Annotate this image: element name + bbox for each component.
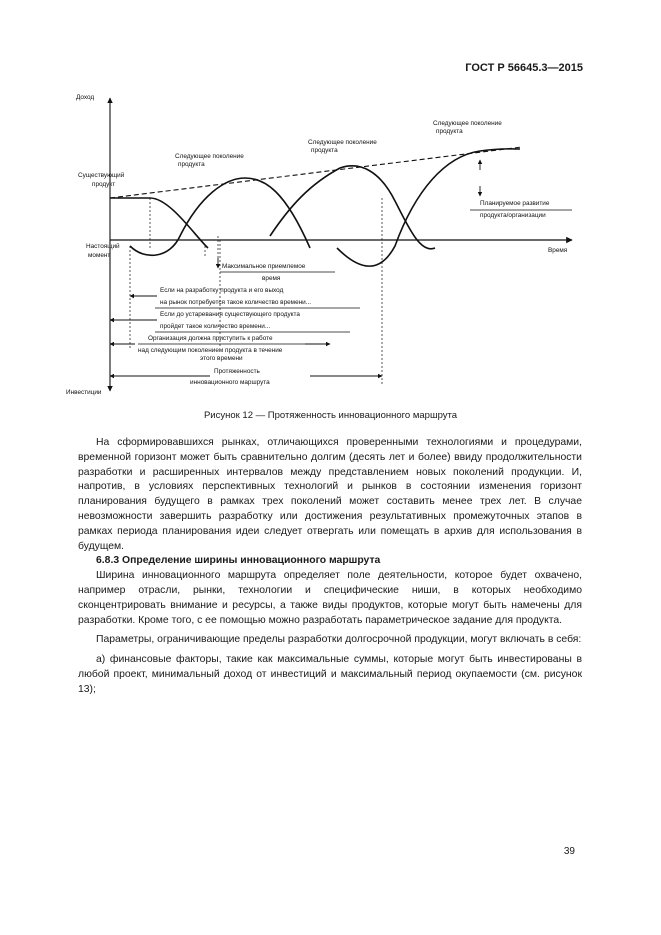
body-text [78, 436, 582, 698]
svg-text:продукта: продукта [436, 128, 463, 135]
list-item: а) финансовые факторы, такие как максимальные суммы, которые могут быть инвестированы в любой проект, минимальный доход от инвестиций и максимальный период окупаемости (см. рисунок 13); [78, 654, 582, 695]
svg-text:продукта/организации: продукта/организации [480, 212, 546, 219]
planned-growth-line [110, 147, 522, 198]
gen2-curve [270, 166, 435, 249]
svg-text:продукта: продукта [178, 161, 205, 168]
svg-text:продукт: продукт [92, 181, 116, 188]
svg-text:момент: момент [88, 252, 111, 259]
start-time-label: Организация должна приступить к работе [148, 335, 273, 342]
next-gen-1-label: Следующее поколение [175, 153, 244, 160]
svg-text:инновационного маршрута: инновационного маршрута [190, 379, 270, 386]
x-axis-label: Время [548, 247, 568, 254]
y-axis-top-label: Доход [76, 94, 95, 101]
existing-product-label: Существующий [78, 172, 125, 179]
next-gen-3-label: Следующее поколение [433, 120, 502, 127]
next-gen-2-label: Следующее поколение [308, 139, 377, 146]
planned-growth-label: Планируемое развитие [480, 200, 550, 207]
innovation-route-figure [60, 86, 600, 406]
svg-text:продукта: продукта [311, 147, 338, 154]
paragraph: На сформировавшихся рынках, отличающихся проверенными технологиями и процедурами, временной горизонт может быть сравнительно долгим (десять лет и более) ввиду продолжительности разработки и расширенных интервалов между представлением новых поколений продукции. И, напротив, в условиях перспективных технологий и рынков в состоянии изменения горизонт планирования будущего в рамках трех поколений может составить менее трех лет. В случае невозможности завершить разработку или достижения результативных промежуточных этапов в рамках периода планирования идеи следует отвергать или помещать в архив для использования в будущем. [78, 437, 582, 552]
svg-text:пройдет такое количество време: пройдет такое количество времени... [160, 323, 271, 330]
innovation-route-diagram [60, 86, 600, 401]
page-number: 39 [563, 846, 575, 857]
svg-text:этого времени: этого времени [200, 355, 243, 362]
paragraph: Параметры, ограничивающие пределы разработки долгосрочной продукции, могут включать в себя: [96, 634, 582, 646]
route-length-label: Протяженность [214, 368, 260, 375]
svg-text:на рынок потребуется такое кол: на рынок потребуется такое количество времени... [160, 299, 312, 306]
figure-caption: Рисунок 12 — Протяженность инновационного маршрута [203, 410, 458, 421]
svg-text:время: время [262, 275, 281, 282]
standard-number: ГОСТ Р 56645.3—2015 [465, 62, 583, 74]
section-heading: 6.8.3 Определение ширины инновационного маршрута [96, 555, 381, 567]
paragraph: Ширина инновационного маршрута определяет поле деятельности, которое будет охвачено, например отрасли, рынки, технологии и специфические ниши, в которых необходимо сконцентрировать внимание и ресурсы, а также виды продуктов, которые могут быть намечены для разработки. Кроме того, с ее помощью можно разработать параметрическое задание для продукта. [78, 570, 582, 626]
max-payback-label: Максимальное приемлемое [222, 263, 306, 270]
y-axis-bottom-label: Инвестиции [66, 389, 102, 396]
present-moment-label: Настоящий [86, 243, 120, 250]
obsolete-time-label: Если до устаревания существующего продукта [160, 311, 300, 318]
dev-time-label: Если на разработку продукта и его выход [160, 287, 284, 294]
svg-text:над следующим поколением проду: над следующим поколением продукта в течение [138, 347, 283, 354]
